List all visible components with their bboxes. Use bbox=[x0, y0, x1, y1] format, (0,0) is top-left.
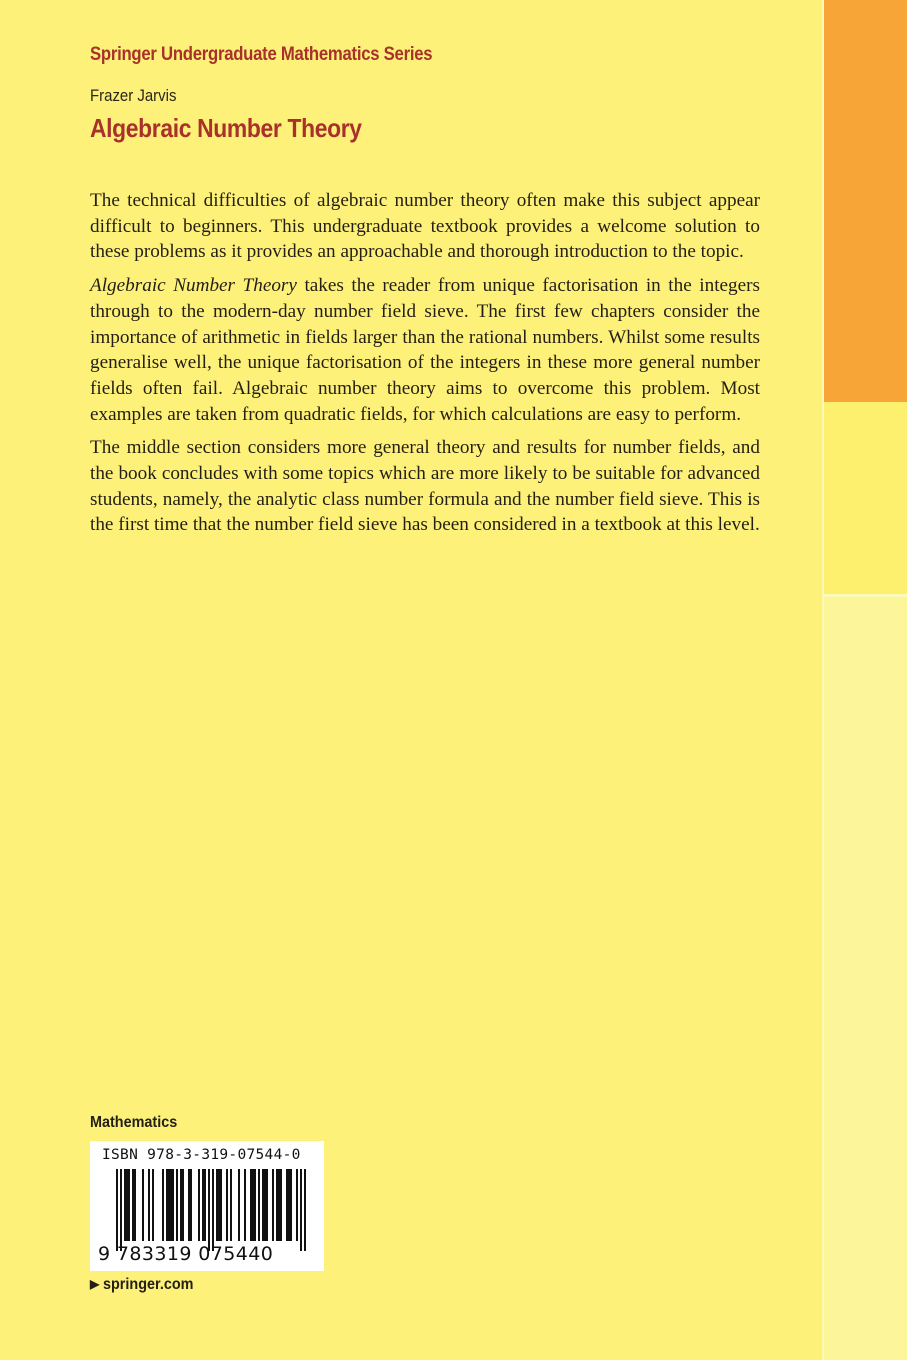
website-link[interactable] bbox=[90, 1276, 204, 1294]
spine-pale-band bbox=[824, 597, 907, 1360]
blurb-paragraph-1: The technical difficulties of algebraic number theory often make this subject appear difficult to beginners. This undergraduate textbook provides a welcome solution to these problems as it provides an approachable and thorough introduction to the topic. bbox=[90, 190, 760, 263]
barcode-bar bbox=[172, 1169, 174, 1241]
barcode-bar bbox=[304, 1169, 306, 1251]
barcode-bar bbox=[276, 1169, 278, 1241]
barcode-bar bbox=[180, 1169, 182, 1241]
barcode-bar bbox=[250, 1169, 252, 1241]
barcode-bar bbox=[252, 1169, 254, 1241]
barcode-bar bbox=[182, 1169, 184, 1241]
barcode-bar bbox=[238, 1169, 240, 1241]
barcode-bar bbox=[198, 1169, 200, 1241]
subject-label: Mathematics bbox=[90, 1114, 178, 1131]
barcode-bar bbox=[126, 1169, 128, 1241]
spine-yellow-band bbox=[824, 402, 907, 594]
barcode-bar bbox=[278, 1169, 280, 1241]
barcode-bar bbox=[188, 1169, 190, 1241]
barcode-bar bbox=[124, 1169, 126, 1241]
barcode-bar bbox=[208, 1169, 210, 1251]
blurb-paragraph-3: The middle section considers more general theory and results for number fields, and the book concludes with some topics which are more likely to be suitable for advanced students, namely, the analytic class number formula and the number field sieve. This is the first time that the number field sieve has been considered in a textbook at this level. bbox=[90, 437, 760, 536]
barcode-bar bbox=[220, 1169, 222, 1241]
barcode-bar bbox=[288, 1169, 290, 1241]
ean-digits: 9 783319 075440 bbox=[98, 1243, 274, 1265]
spine-orange-band bbox=[824, 0, 907, 402]
author-name: Frazer Jarvis bbox=[90, 86, 177, 105]
barcode-bar bbox=[162, 1169, 164, 1241]
barcode-bar bbox=[280, 1169, 282, 1241]
barcode-bar bbox=[148, 1169, 150, 1241]
barcode-bar bbox=[254, 1169, 256, 1241]
barcode-bar bbox=[152, 1169, 154, 1241]
barcode-bar bbox=[132, 1169, 134, 1241]
barcode-bar bbox=[216, 1169, 218, 1241]
barcode-bar bbox=[226, 1169, 228, 1241]
barcode-bar bbox=[190, 1169, 192, 1241]
barcode-bar bbox=[290, 1169, 292, 1241]
triangle-right-icon: ▶ bbox=[90, 1277, 100, 1291]
barcode-bar bbox=[264, 1169, 266, 1241]
barcode-bar bbox=[202, 1169, 204, 1241]
isbn-label: ISBN 978-3-319-07544-0 bbox=[102, 1147, 301, 1163]
blurb-paragraph-2 bbox=[90, 273, 760, 427]
barcode-bar bbox=[120, 1169, 122, 1251]
barcode-bar bbox=[266, 1169, 268, 1241]
barcode-bar bbox=[300, 1169, 302, 1251]
book-title: Algebraic Number Theory bbox=[90, 113, 362, 143]
barcode bbox=[90, 1141, 324, 1271]
barcode-bar bbox=[204, 1169, 206, 1241]
barcode-bar bbox=[218, 1169, 220, 1241]
series-title: Springer Undergraduate Mathematics Series bbox=[90, 44, 433, 65]
barcode-bar bbox=[262, 1169, 264, 1241]
barcode-bar bbox=[258, 1169, 260, 1241]
barcode-bar bbox=[166, 1169, 168, 1241]
barcode-bar bbox=[176, 1169, 178, 1241]
barcode-bar bbox=[286, 1169, 288, 1241]
website-text: springer.com bbox=[103, 1276, 194, 1293]
barcode-bar bbox=[296, 1169, 298, 1241]
barcode-bar bbox=[244, 1169, 246, 1241]
barcode-bar bbox=[170, 1169, 172, 1241]
barcode-bar bbox=[134, 1169, 136, 1241]
barcode-bar bbox=[212, 1169, 214, 1251]
barcode-bar bbox=[128, 1169, 130, 1241]
barcode-bar bbox=[142, 1169, 144, 1241]
barcode-bar bbox=[116, 1169, 118, 1251]
barcode-bar bbox=[168, 1169, 170, 1241]
barcode-bar bbox=[230, 1169, 232, 1241]
blurb-book-title: Algebraic Number Theory bbox=[90, 275, 297, 297]
barcode-bar bbox=[272, 1169, 274, 1241]
blurb-paragraph-2-text: takes the reader from unique factorisation in the integers through to the modern-day number field sieve. The first few chapters consider the importance of arithmetic in fields larger than the rational numbers. Whilst some results generalise well, the unique factorisation of the integers in these more general number fields often fail. Algebraic number theory aims to overcome this problem. Most examples are taken from quadratic fields, for which calculations are easy to perform. bbox=[90, 275, 761, 425]
blurb bbox=[90, 188, 760, 546]
